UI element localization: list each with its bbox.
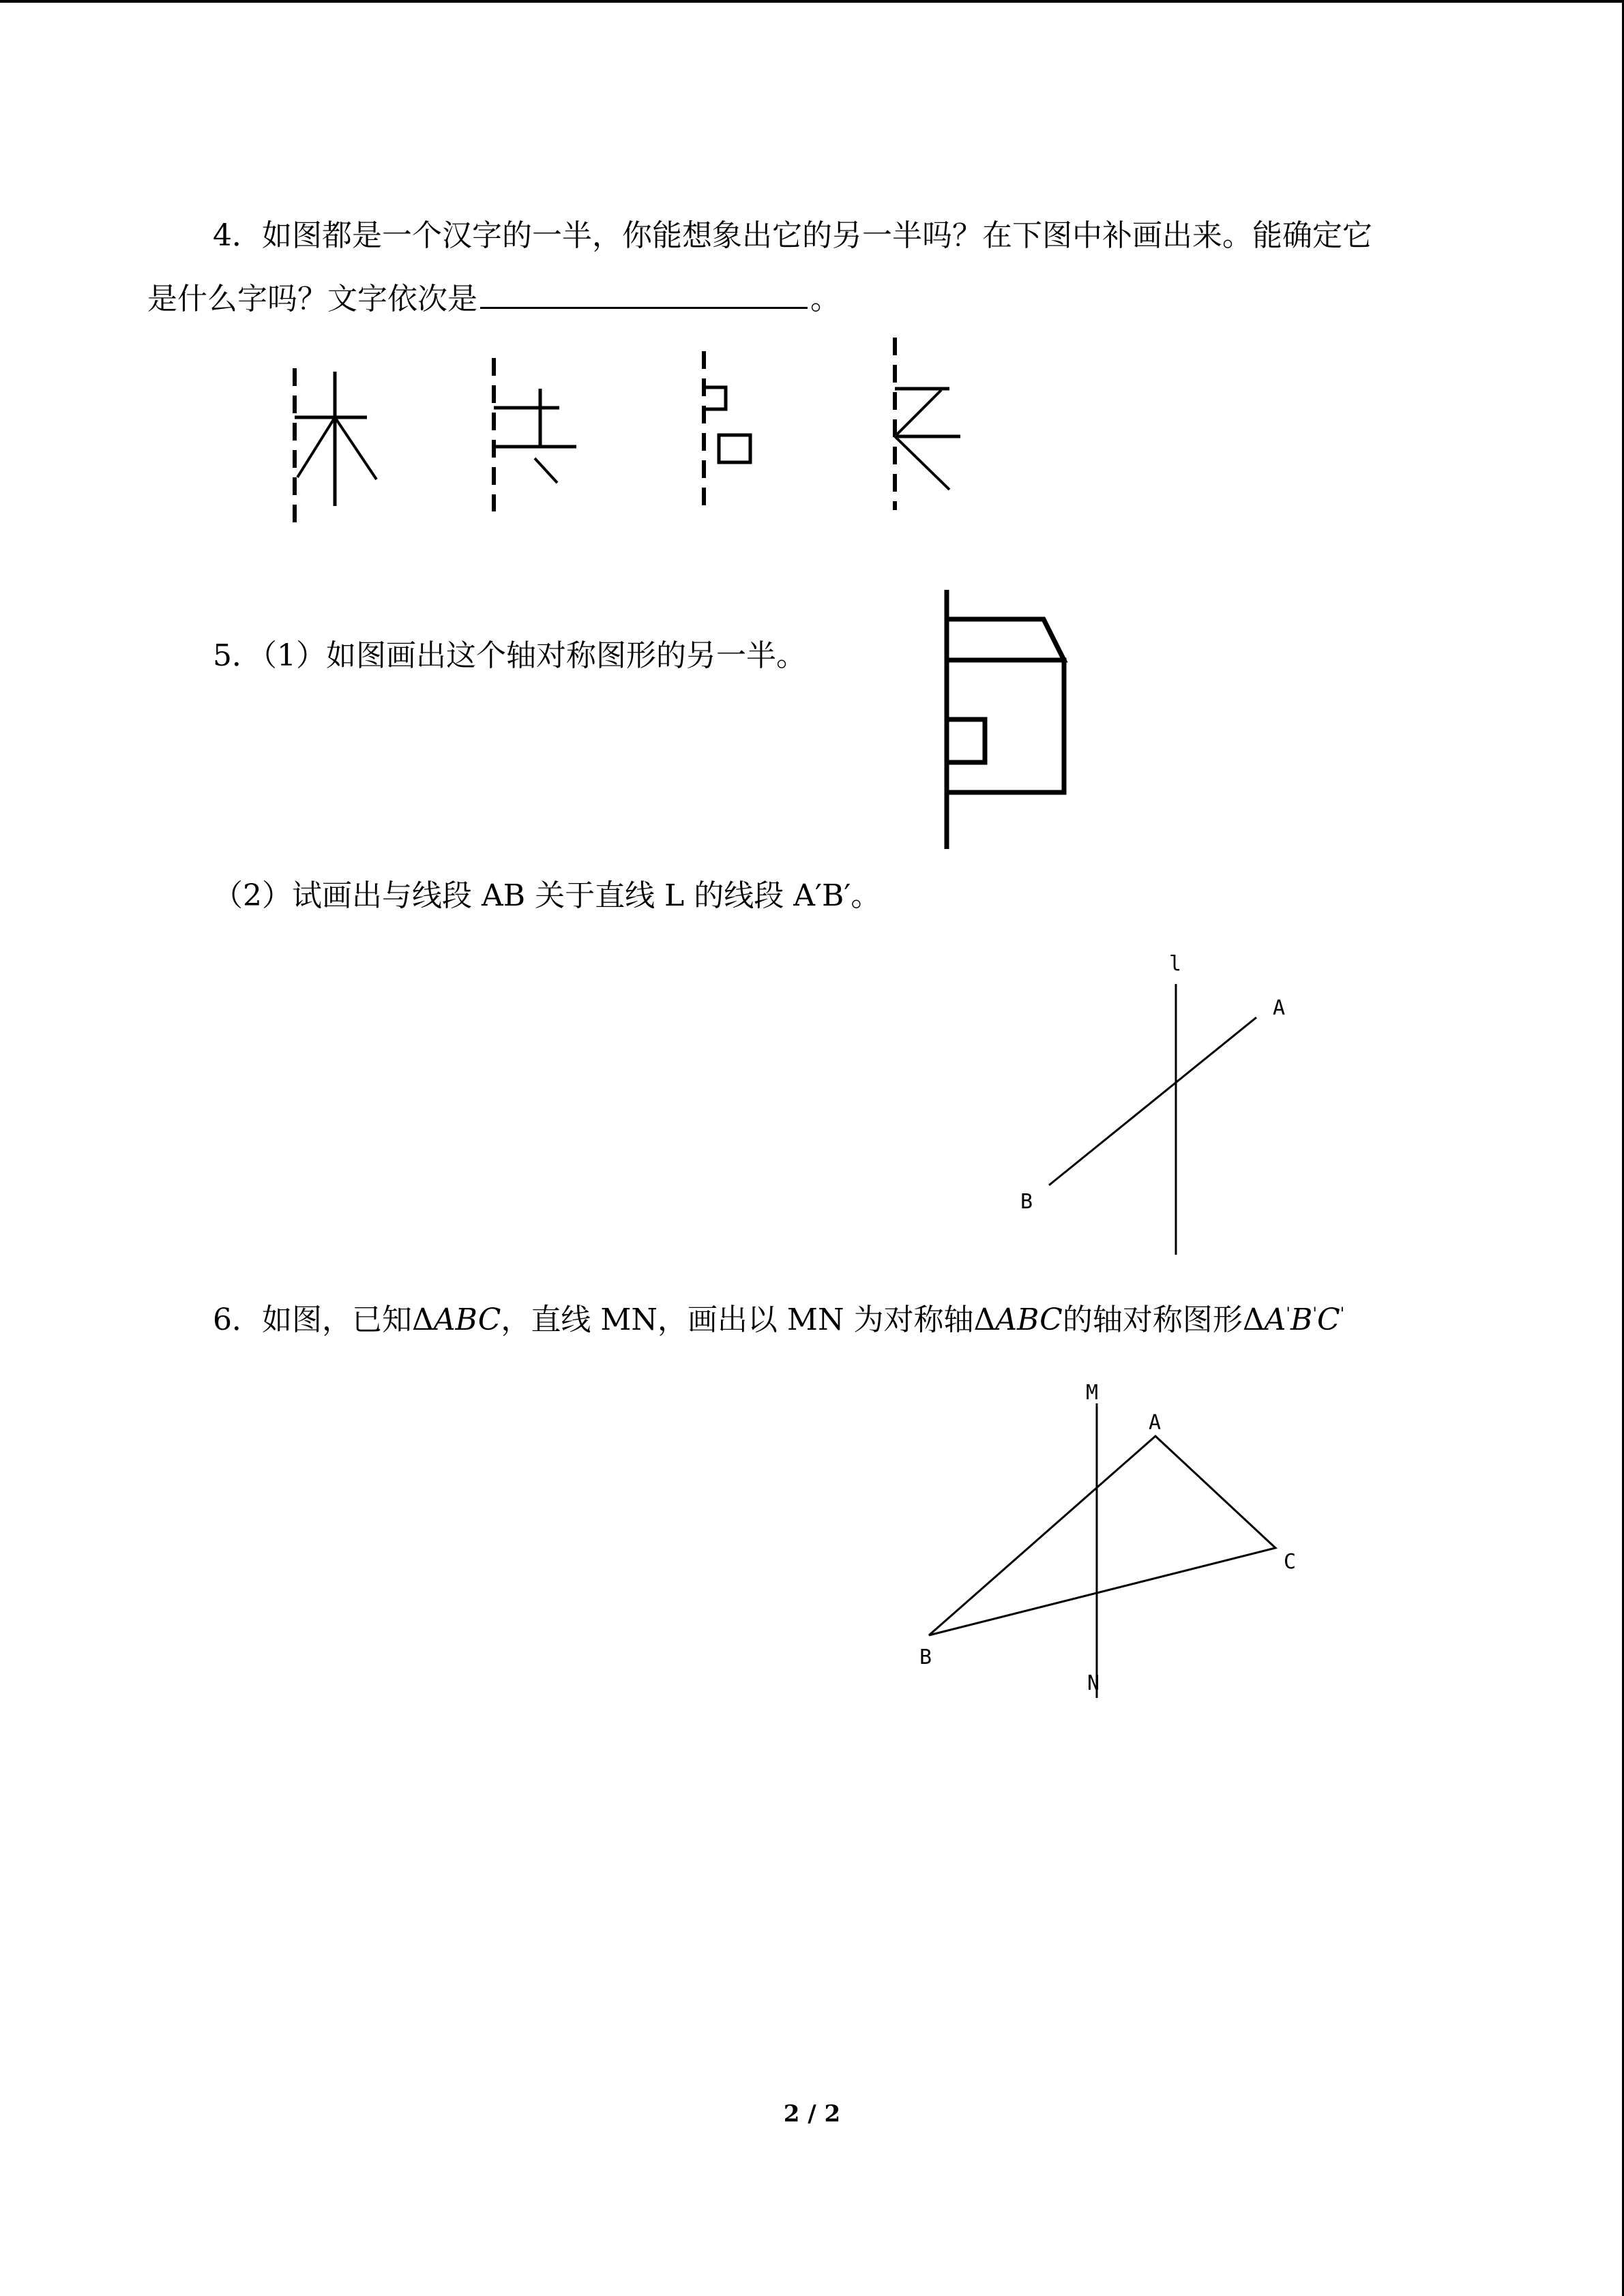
label-tri-c: C — [1284, 1550, 1297, 1574]
label-axis-l: l — [1169, 952, 1182, 976]
q6-delta-2: Δ — [973, 1302, 996, 1337]
q6-delta-3: Δ — [1242, 1302, 1265, 1337]
label-m: M — [1086, 1381, 1099, 1405]
label-tri-a: A — [1149, 1411, 1162, 1435]
q6-text-after: 的轴对称图形 — [1062, 1302, 1243, 1337]
q6-text-before: 6．如图，已知 — [213, 1302, 412, 1337]
q6-prime-mark-c: ' — [1340, 1304, 1345, 1324]
q5-part1-text: 5．（1）如图画出这个轴对称图形的另一半。 — [213, 638, 806, 673]
label-point-b: B — [1020, 1190, 1033, 1214]
q6-prime-b: B — [1290, 1302, 1313, 1337]
q6-abc-1: ABC — [433, 1302, 501, 1337]
q6-delta-1: Δ — [412, 1302, 434, 1337]
q4-text-line1: 4．如图都是一个汉字的一半，你能想象出它的另一半吗？在下图中补画出来。能确定它 — [213, 218, 1372, 253]
q6-abc-2: ABC — [995, 1302, 1063, 1337]
q5-part2-text: （2）试画出与线段 AB 关于直线 L 的线段 A′B′。 — [213, 878, 881, 913]
page-number: 2 / 2 — [783, 2100, 841, 2128]
q6-prime-mark-a: ' — [1286, 1304, 1290, 1324]
q6-text-mid: ，直线 MN，画出以 MN 为对称轴 — [501, 1302, 974, 1337]
q4-line2-prefix: 是什么字吗？文字依次是 — [147, 282, 477, 316]
label-point-a: A — [1273, 996, 1286, 1020]
q6-prime-mark-b: ' — [1312, 1304, 1317, 1324]
label-tri-b: B — [919, 1645, 932, 1669]
q6-prime-a: A — [1264, 1302, 1286, 1337]
label-n: N — [1087, 1671, 1100, 1695]
q6-prime-c: C — [1316, 1302, 1340, 1337]
q4-line2-suffix: 。 — [810, 282, 840, 316]
triangle-abc — [929, 1436, 1275, 1635]
